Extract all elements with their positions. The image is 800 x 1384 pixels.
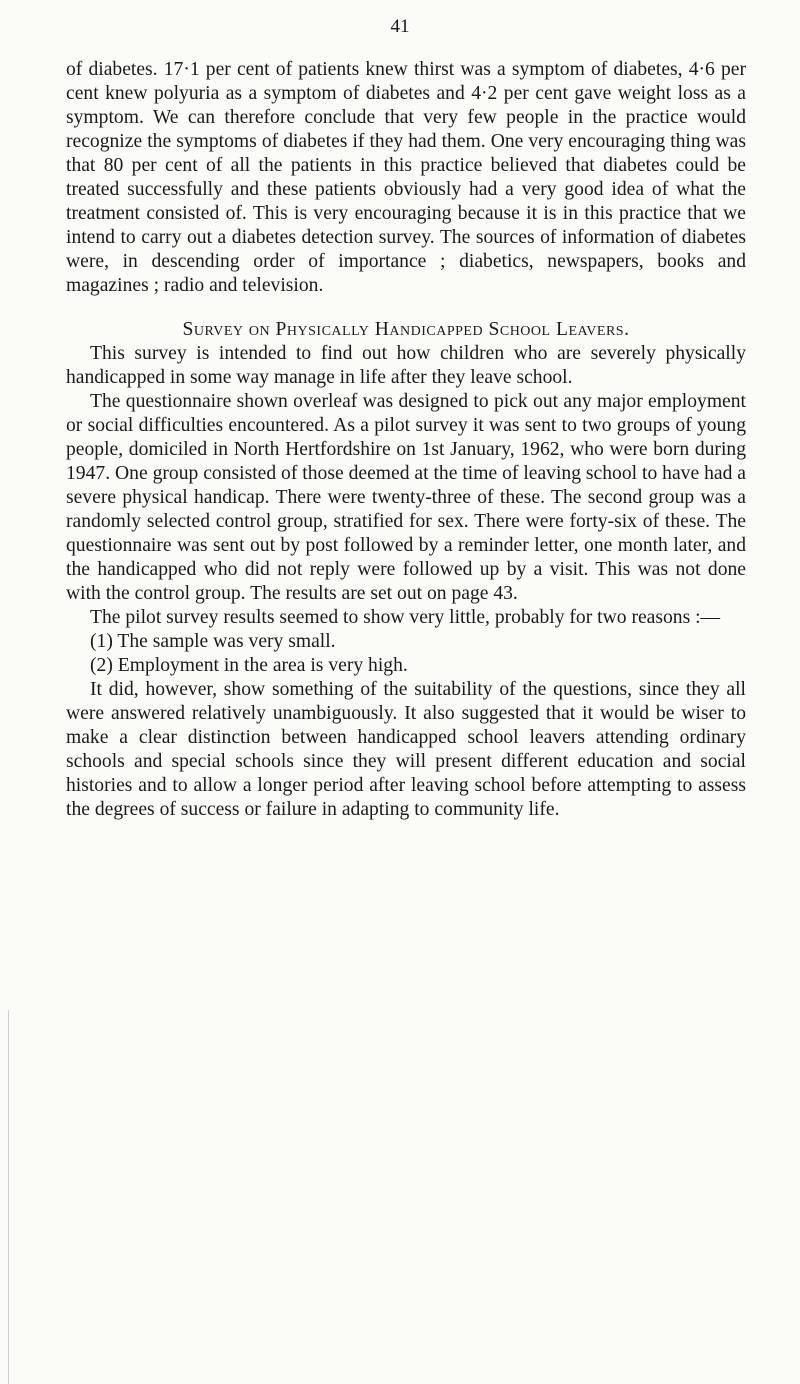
paragraph-questionnaire: The questionnaire shown overleaf was designed to pick out any major employment or social difficulties encountered. As a pilot survey it was sent to two groups of young people, domiciled in North Hertfordshire on 1st January, 1962, who were born during 1947. One group consisted of those deemed at the time of leaving school to have had a severe physical handicap. There were twenty-three of these. The second group was a randomly selected control group, stratified for sex. There were forty-six of these. The questionnaire was sent out by post followed by a reminder letter, one month later, and the handicapped who did not reply were followed up by a visit. This was not done with the control group. The results are set out on page 43. — [66, 391, 746, 604]
document-body — [66, 58, 746, 822]
reason-item-2: (2) Employment in the area is very high. — [90, 655, 408, 676]
paragraph-survey-intro: This survey is intended to find out how children who are severely physically handicapped in some way manage in life after they leave school. — [66, 343, 746, 388]
page-number: 41 — [390, 16, 410, 37]
paragraph-pilot-results: The pilot survey results seemed to show very little, probably for two reasons :— — [90, 607, 721, 628]
paragraph-diabetes: of diabetes. 17·1 per cent of patients knew thirst was a symptom of diabetes, 4·6 per cent knew polyuria as a symptom of diabetes and 4·2 per cent gave weight loss as a symptom. We can therefore conclude that very few people in the practice would recognize the symptoms of diabetes if they had them. One very encouraging thing was that 80 per cent of all the patients in this practice believed that diabetes could be treated successfully and these patients obviously had a very good idea of what the treatment consisted of. This is very encouraging because it is in this practice that we intend to carry out a diabetes detection survey. The sources of information of diabetes were, in descending order of importance ; diabetics, newspapers, books and magazines ; radio and television. — [66, 59, 746, 296]
paragraph-closing: It did, however, show something of the suitability of the questions, since they all were answered relatively unambiguously. It also suggested that it would be wiser to make a clear distinction between handicapped school leavers attending ordinary schools and special schools since they will present different education and social histories and to allow a longer period after leaving school before attempting to assess the degrees of success or failure in adapting to community life. — [66, 679, 746, 820]
section-heading: Survey on Physically Handicapped School Leavers. — [182, 319, 630, 340]
reason-item-1: (1) The sample was very small. — [90, 631, 336, 652]
scan-margin-line — [8, 1010, 9, 1384]
